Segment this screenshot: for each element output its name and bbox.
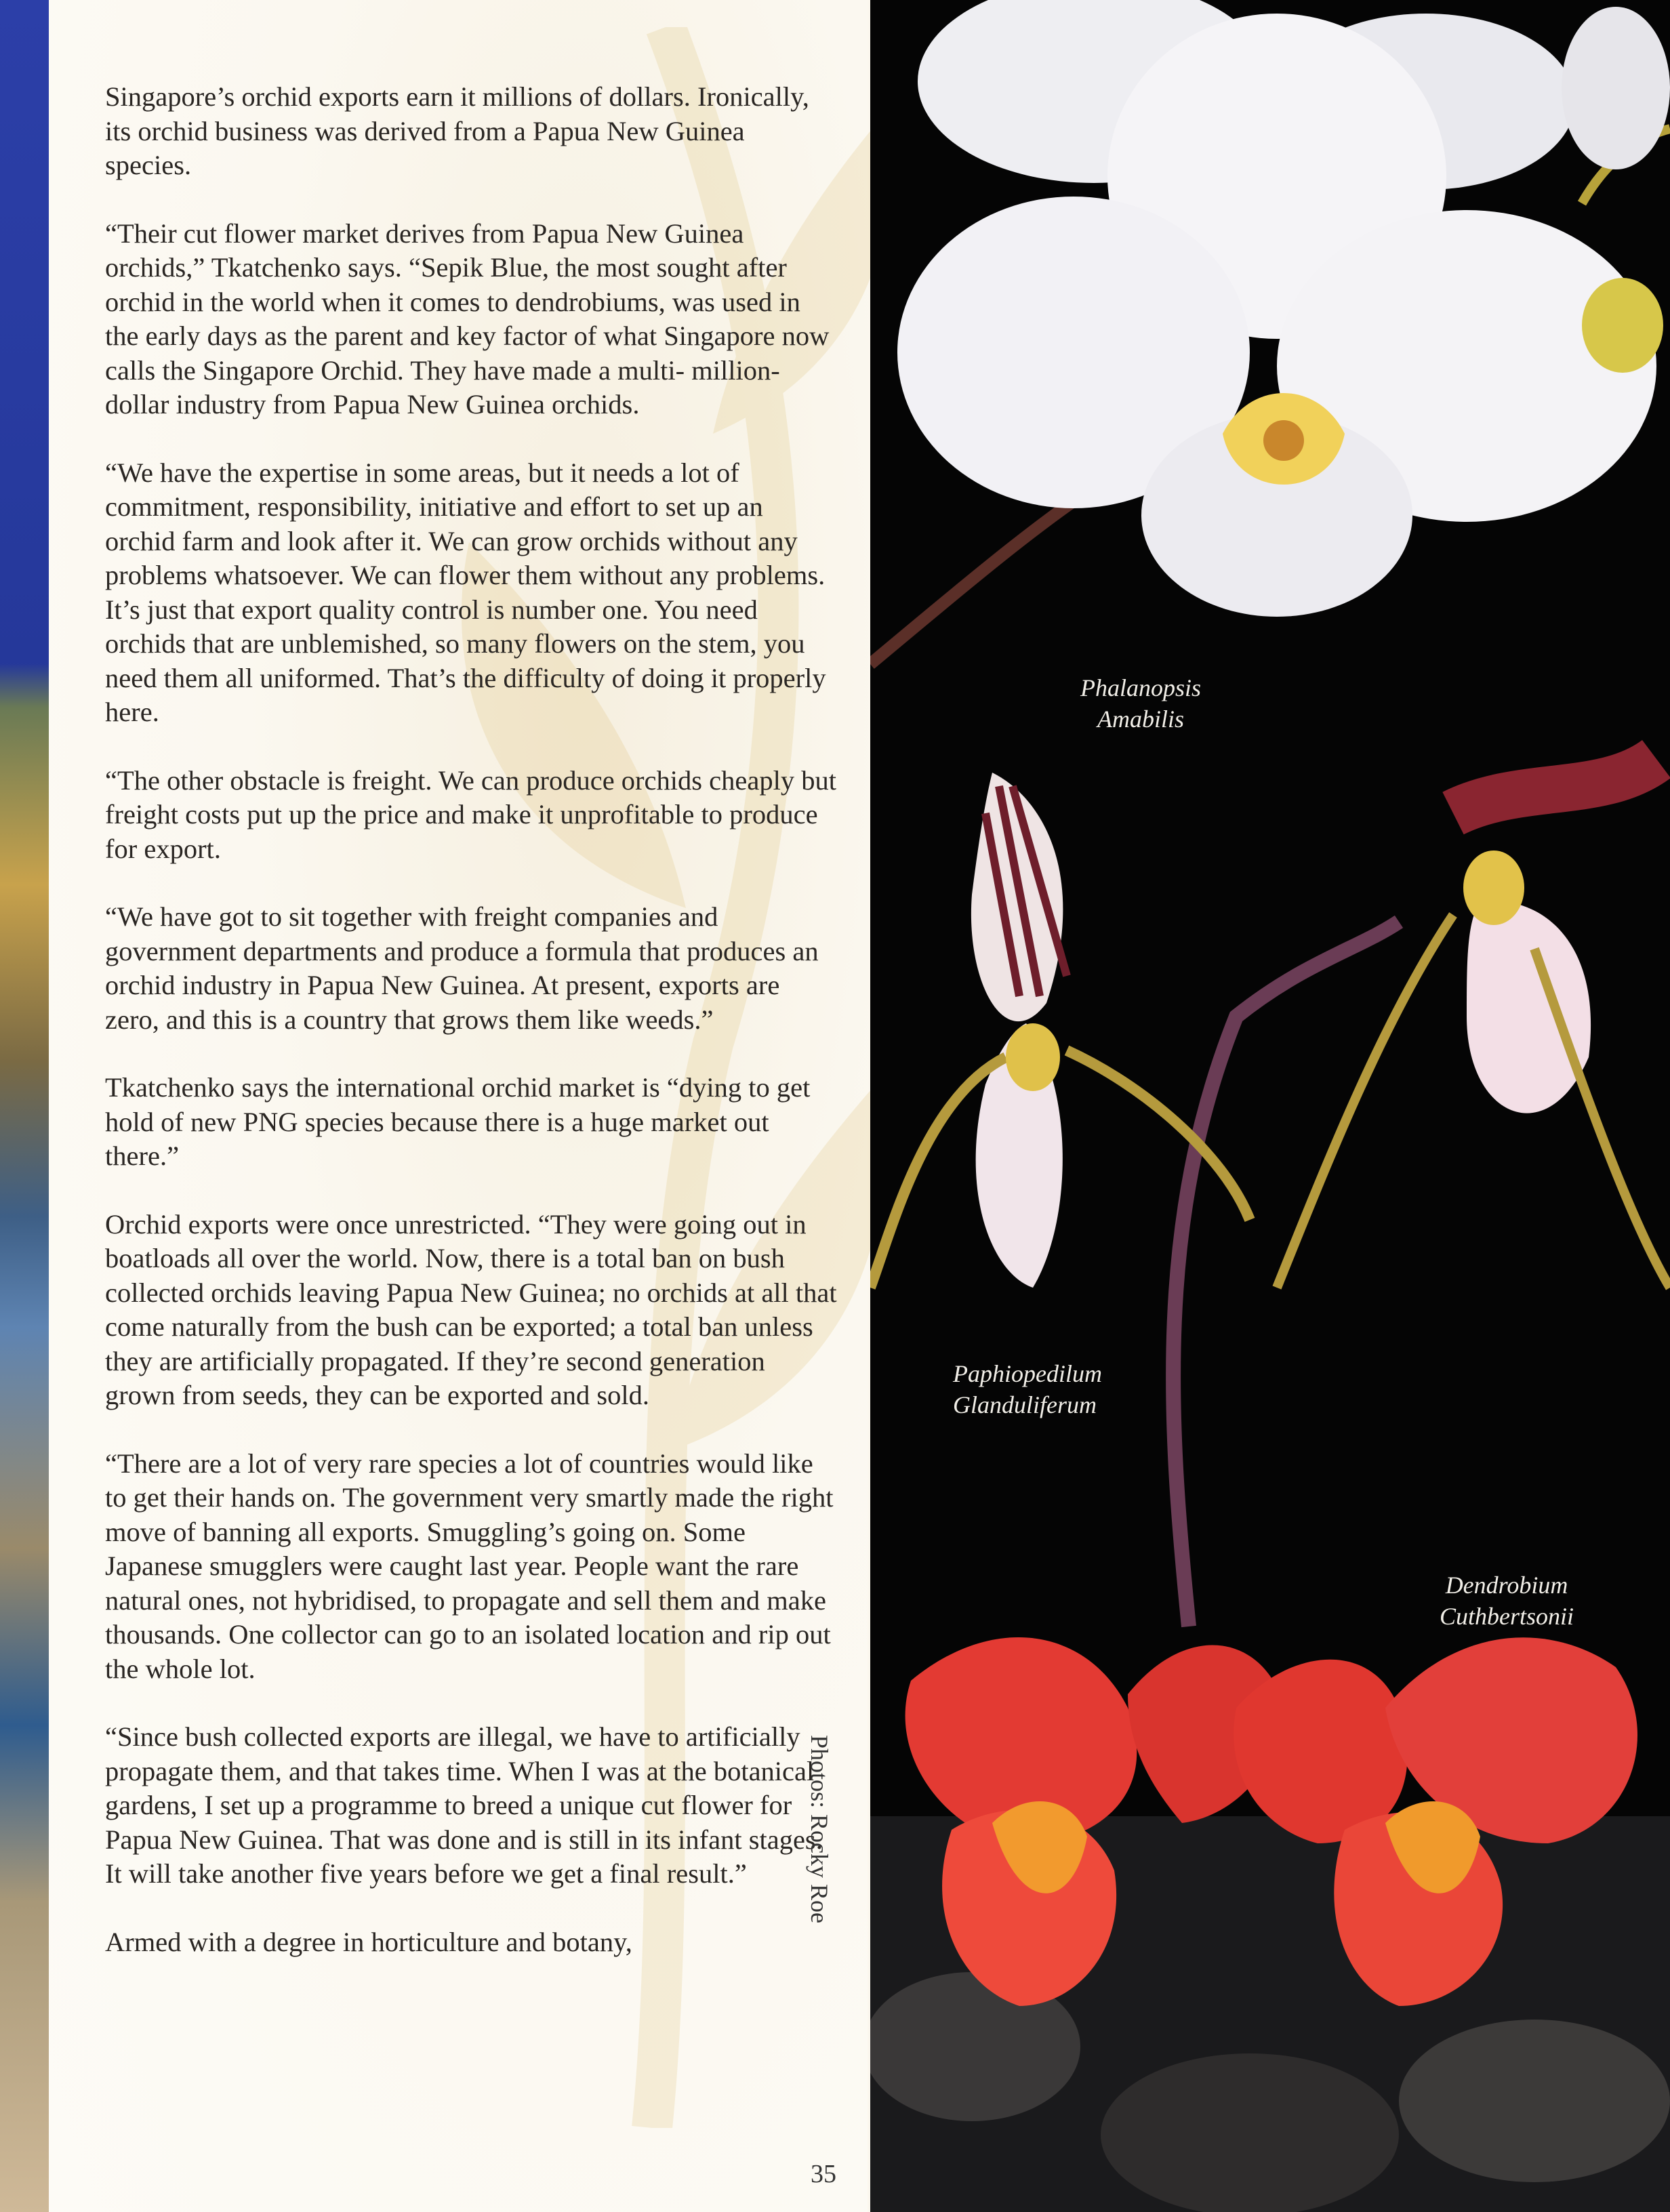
caption-line: Dendrobium — [1445, 1572, 1568, 1599]
orchid-photo-panel — [870, 0, 1670, 2212]
article-paragraph: “Since bush collected exports are illegal, we have to artificially propagate them, and that takes time. When I was at the botanical gardens, I set up a programme to breed a unique cut flower for Papua New Guinea. That was done and is still in its infant stages. It will take another five years before we get a final result.” — [105, 1721, 823, 1889]
article-paragraph: “We have the expertise in some areas, but it needs a lot of commitment, responsibility, initiative and effort to set up an orchid farm and look after it. We can grow orchids without any problems whatsoever. We can flower them without any problems. It’s just that export quality control is number one. You need orchids that are unblemished, so many flowers on the stem, you need them all uniformed. That’s the difficulty of doing it properly here. — [105, 457, 826, 727]
previous-page-edge — [0, 0, 49, 2212]
paphiopedilum-caption — [953, 1358, 1102, 1420]
phalaenopsis-orchid-image — [870, 0, 1670, 664]
caption-line: Glanduliferum — [953, 1391, 1097, 1418]
caption-line: Paphiopedilum — [953, 1360, 1102, 1387]
dendrobium-caption — [1440, 1570, 1574, 1632]
article-paragraph: “Their cut flower market derives from Papua New Guinea orchids,” Tkatchenko says. “Sepik Blue, the most sought after orchid in the world when it comes to dendrobiums, was used in the early days as the parent and key factor of what Singapore now calls the Singapore Orchid. They have made a multi- million-dollar industry from Papua New Guinea orchids. — [105, 218, 830, 419]
article-paragraph: Tkatchenko says the international orchid market is “dying to get hold of new PNG species because there is a huge market out there.” — [105, 1072, 811, 1171]
article-paragraph: “We have got to sit together with freight companies and government departments and produce a formula that produces an orchid industry in Papua New Guinea. At present, exports are zero, and this is a country that grows them like weeds.” — [105, 901, 819, 1035]
photo-credit: Photos: Rocky Roe — [806, 1735, 833, 1924]
dendrobium-orchid-image — [870, 1637, 1670, 2212]
article-body — [105, 80, 837, 1993]
paphiopedilum-orchid-image — [870, 759, 1670, 1626]
article-paragraph: “There are a lot of very rare species a lot of countries would like to get their hands on. The government very smartly made the right move of banning all exports. Smuggling’s going on. Some Japanese smugglers were caught last year. People want the rare natural ones, not hybridised, to propagate and sell them and make thousands. One collector can go to an isolated location and rip out the whole lot. — [105, 1448, 834, 1684]
caption-line: Amabilis — [1097, 705, 1185, 733]
page-number: 35 — [811, 2160, 836, 2188]
article-paragraph: Armed with a degree in horticulture and botany, — [105, 1926, 632, 1957]
article-paragraph: Orchid exports were once unrestricted. “They were going out in boatloads all over the world. Now, there is a total ban on bush collected orchids leaving Papua New Guinea; no orchids at all that come naturally from the bush can be exported; a total ban unless they are artificially propagated. If they’re second generation grown from seeds, they can be exported and sold. — [105, 1208, 837, 1410]
article-paragraph: Singapore’s orchid exports earn it millions of dollars. Ironically, its orchid business was derived from a Papua New Guinea species. — [105, 81, 809, 180]
phalaenopsis-caption — [1080, 672, 1201, 735]
orchid-illustrations — [870, 0, 1670, 2212]
article-paragraph: “The other obstacle is freight. We can produce orchids cheaply but freight costs put up the price and make it unprofitable to produce for export. — [105, 764, 836, 864]
caption-line: Cuthbertsonii — [1440, 1603, 1574, 1630]
caption-line: Phalanopsis — [1080, 674, 1202, 701]
